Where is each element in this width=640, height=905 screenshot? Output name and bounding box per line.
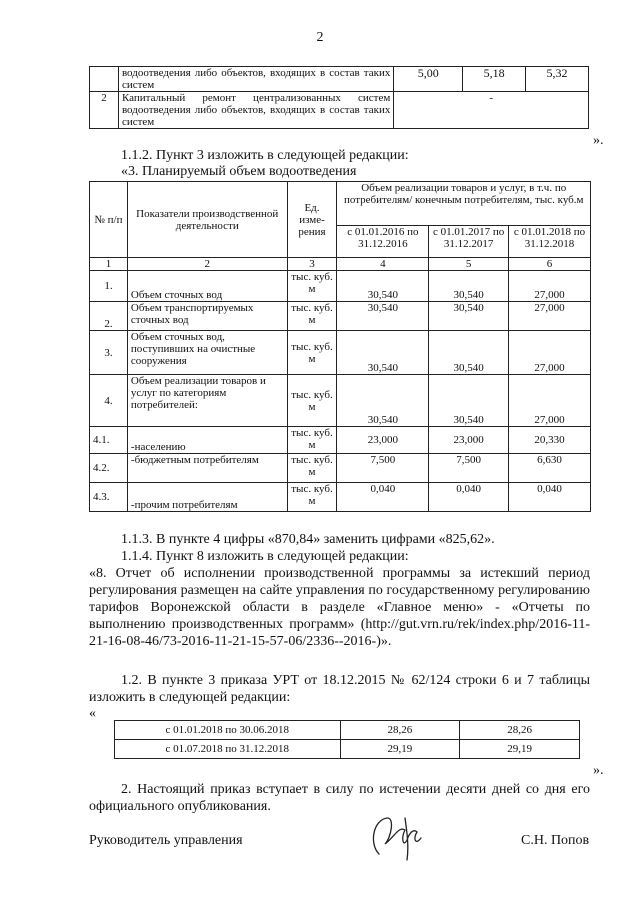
table-cell: - <box>394 92 589 129</box>
row-value: 27,000 <box>509 375 591 427</box>
row-num: 4.2. <box>90 454 128 483</box>
period-cell: с 01.07.2018 по 31.12.2018 <box>115 740 341 759</box>
row-value: 27,000 <box>509 271 591 302</box>
row-value: 6,630 <box>509 454 591 483</box>
row-unit: тыс. куб. м <box>287 375 337 427</box>
row-num: 1. <box>90 271 128 302</box>
row-num: 3. <box>90 331 128 375</box>
row-name: -населению <box>127 427 287 454</box>
period-cell: с 01.01.2018 по 30.06.2018 <box>115 721 341 740</box>
row-num: 2. <box>90 302 128 331</box>
signature-position: Руководитель управления <box>89 833 243 848</box>
row-value: 20,330 <box>509 427 591 454</box>
row-name: Объем сточных вод <box>127 271 287 302</box>
row-name: -бюджетным потребителям <box>127 454 287 483</box>
open-quote: « <box>89 706 96 721</box>
header-period: с 01.01.2018 по 31.12.2018 <box>509 226 591 258</box>
table-row <box>90 427 591 454</box>
row-unit: тыс. куб. м <box>287 302 337 331</box>
table-cell: Капитальный ремонт централизованных систем водоотведения либо объектов, входящих в состав таких систем <box>118 92 393 129</box>
paragraph-8: «8. Отчет об исполнении производственной программы за истекший период регулирования размещен на сайте управления по государственному регулированию тарифов Воронежской области в разделе «Главное меню» - «Отчеты по выполнению производственных программ» (http://gut.vrn.ru/rek/index.php/2016-11-21-16-08-46/73-2016-11-21-15-57-06/2336--2016-)». <box>89 566 590 649</box>
header-num: № п/п <box>90 182 128 258</box>
table-row <box>90 454 591 483</box>
row-value: 23,000 <box>429 427 509 454</box>
paragraph-1-1-4: 1.1.4. Пункт 8 изложить в следующей редакции: <box>121 549 409 564</box>
table-row <box>90 258 591 271</box>
header-unit: Ед. изме-рения <box>287 182 337 258</box>
signature-name: С.Н. Попов <box>521 833 590 848</box>
row-unit: тыс. куб. м <box>287 271 337 302</box>
row-unit: тыс. куб. м <box>287 331 337 375</box>
row-value: 0,040 <box>337 483 429 512</box>
table-cell: 5,00 <box>394 67 463 92</box>
header-volume: Объем реализации товаров и услуг, в т.ч. по потребителям/ конечным потребителям, тыс. куб.м <box>337 182 591 226</box>
row-unit: тыс. куб. м <box>287 454 337 483</box>
row-value: 7,500 <box>337 454 429 483</box>
table-row <box>90 182 591 226</box>
table-row <box>90 483 591 512</box>
column-number: 1 <box>90 258 128 271</box>
table-row <box>115 721 580 740</box>
close-quote: ». <box>593 763 604 778</box>
signature-image <box>365 808 435 864</box>
table-cell: водоотведения либо объектов, входящих в состав таких систем <box>118 67 393 92</box>
row-value: 30,540 <box>337 331 429 375</box>
value-cell: 28,26 <box>340 721 460 740</box>
row-name: Объем реализации товаров и услуг по категориям потребителей: <box>127 375 287 427</box>
table-3 <box>114 720 580 759</box>
header-period: с 01.01.2016 по 31.12.2016 <box>337 226 429 258</box>
row-value: 30,540 <box>429 331 509 375</box>
row-value: 30,540 <box>429 375 509 427</box>
table-cell: 5,18 <box>463 67 526 92</box>
row-value: 23,000 <box>337 427 429 454</box>
table-row <box>90 271 591 302</box>
value-cell: 28,26 <box>460 721 580 740</box>
column-number: 2 <box>127 258 287 271</box>
row-value: 27,000 <box>509 331 591 375</box>
table-cell: 5,32 <box>526 67 589 92</box>
table-2 <box>89 181 591 512</box>
value-cell: 29,19 <box>460 740 580 759</box>
row-value: 30,540 <box>337 302 429 331</box>
row-name: Объем транспортируемых сточных вод <box>127 302 287 331</box>
header-period: с 01.01.2017 по 31.12.2017 <box>429 226 509 258</box>
paragraph-1-2: 1.2. В пункте 3 приказа УРТ от 18.12.2015 № 62/124 строки 6 и 7 таблицы изложить в следующей редакции: <box>89 673 590 705</box>
row-value: 30,540 <box>429 302 509 331</box>
close-quote: ». <box>593 133 604 148</box>
row-unit: тыс. куб. м <box>287 483 337 512</box>
header-indicators: Показатели производственной деятельности <box>127 182 287 258</box>
row-value: 30,540 <box>337 375 429 427</box>
section-title: «3. Планируемый объем водоотведения <box>121 164 357 179</box>
table-1 <box>89 66 589 129</box>
row-value: 0,040 <box>429 483 509 512</box>
row-value: 30,540 <box>337 271 429 302</box>
table-row <box>90 331 591 375</box>
value-cell: 29,19 <box>340 740 460 759</box>
row-name: -прочим потребителям <box>127 483 287 512</box>
column-number: 6 <box>509 258 591 271</box>
table-row <box>115 740 580 759</box>
table-row <box>90 375 591 427</box>
row-value: 7,500 <box>429 454 509 483</box>
page-number: 2 <box>316 30 324 45</box>
row-value: 0,040 <box>509 483 591 512</box>
table-row <box>90 92 589 129</box>
paragraph-1-1-3: 1.1.3. В пункте 4 цифры «870,84» заменить цифрами «825,62». <box>121 532 495 547</box>
row-num: 4.1. <box>90 427 128 454</box>
row-name: Объем сточных вод, поступивших на очистные сооружения <box>127 331 287 375</box>
column-number: 4 <box>337 258 429 271</box>
row-num: 4.3. <box>90 483 128 512</box>
table-cell <box>90 67 119 92</box>
table-row <box>90 67 589 92</box>
table-cell: 2 <box>90 92 119 129</box>
paragraph-1-1-2: 1.1.2. Пункт 3 изложить в следующей редакции: <box>121 148 409 163</box>
row-value: 27,000 <box>509 302 591 331</box>
row-unit: тыс. куб. м <box>287 427 337 454</box>
column-number: 5 <box>429 258 509 271</box>
paragraph-2: 2. Настоящий приказ вступает в силу по истечении десяти дней со дня его официального опубликования. <box>89 782 590 814</box>
column-number: 3 <box>287 258 337 271</box>
row-value: 30,540 <box>429 271 509 302</box>
row-num: 4. <box>90 375 128 427</box>
table-row <box>90 302 591 331</box>
